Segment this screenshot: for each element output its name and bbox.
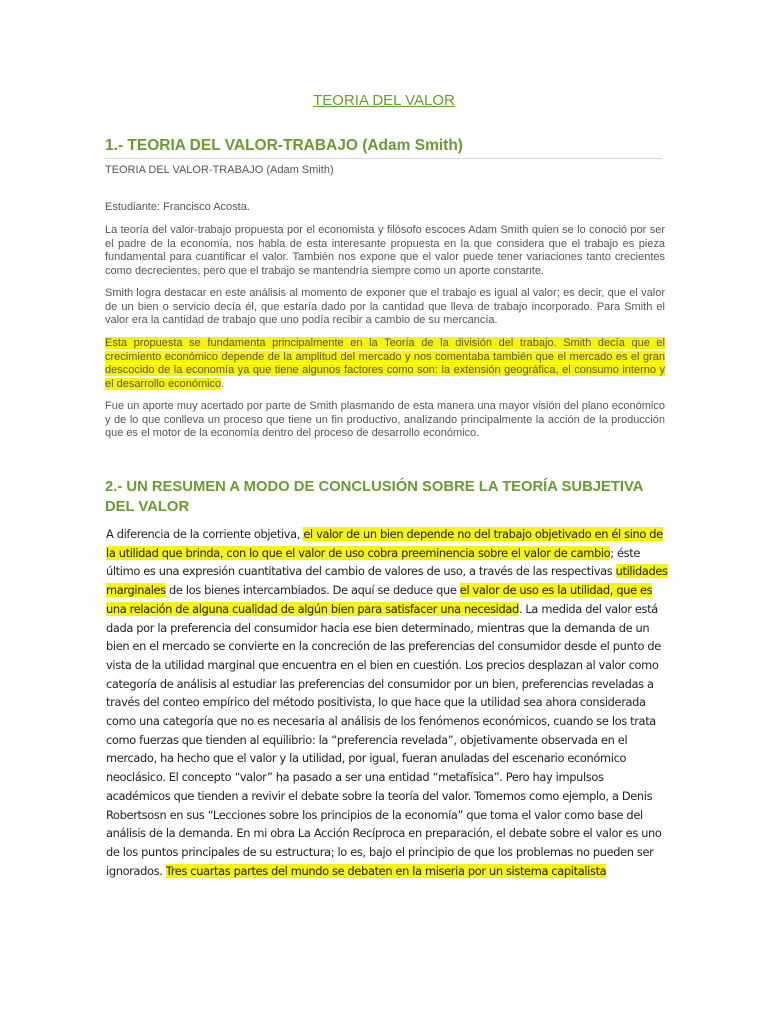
body-text: ; éste último es una expresión cuantitativa del cambio de valores de uso, a través de las respectivas bbox=[106, 545, 641, 579]
section-1-paragraph-1: La teoría del valor-trabajo propuesta por el economista y filósofo escoces Adam Smith quien se lo conoció por ser el padre de la economía, nos habla de esta interesante propuesta en la que considera que el trabajo es pieza fundamental para cuantificar el valor. También nos expone que el valor puede tener variaciones tanto crecientes como decrecientes, pero que el trabajo se mantendría siempre como un aporte constante. bbox=[105, 224, 665, 277]
section-1-paragraph-3 bbox=[105, 337, 665, 391]
highlighted-text: el valor de uso es la utilidad, que es una relación de alguna cualidad de algún bien para satisfacer una necesidad bbox=[106, 583, 653, 616]
section-1-heading: 1.- TEORIA DEL VALOR-TRABAJO (Adam Smith) bbox=[105, 137, 662, 159]
highlighted-text: Esta propuesta se fundamenta principalmente en la Teoría de la división del trabajo. Smith decía que el crecimiento económico depende de la amplitud del mercado y nos comentaba también que el mercado es el gran descocido de la economía ya que tiene algunos factores como son: la extensión geográfica, el consumo interno y el desarrollo económico bbox=[105, 337, 665, 390]
body-text: A diferencia de la corriente objetiva, bbox=[106, 527, 304, 541]
section-1-paragraph-2: Smith logra destacar en este análisis al momento de exponer que el trabajo es igual al valor; es decir, que el valor de un bien o servicio decía él, que estaría dado por la cantidad que lleva de trabajo incorporado. Para Smith el valor era la cantidad de trabajo que uno podía recibir a cambio de su mercancía. bbox=[105, 287, 665, 326]
section-2-heading: 2.- UN RESUMEN A MODO DE CONCLUSIÓN SOBRE LA TEORÍA SUBJETIVA DEL VALOR bbox=[105, 479, 643, 515]
highlighted-text: el valor de un bien depende no del trabajo objetivado en él sino de la utilidad que brinda, con lo que el valor de uso cobra preeminencia sobre el valor de cambio bbox=[106, 527, 663, 560]
section-1-paragraph-4: Fue un aporte muy acertado por parte de Smith plasmando de esta manera una mayor visión del plano económico y de lo que conlleva un proceso que tiene un fin productivo, analizando principalmente la acción de la producción que es el motor de la economía dentro del proceso de desarrollo económico. bbox=[105, 400, 665, 439]
highlighted-text: Tres cuartas partes del mundo se debaten en la miseria por un sistema capitalista bbox=[165, 863, 607, 878]
body-text: de los bienes intercambiados. De aquí se deduce que bbox=[165, 583, 460, 598]
section-2-body bbox=[106, 525, 671, 880]
highlighted-text: utilidades marginales bbox=[106, 564, 668, 598]
student-name: Estudiante: Francisco Acosta. bbox=[105, 201, 250, 213]
section-1-subtitle: TEORIA DEL VALOR-TRABAJO (Adam Smith) bbox=[105, 164, 334, 176]
paragraph-end: . bbox=[221, 377, 225, 390]
body-text: . La medida del valor está dada por la preferencia del consumidor hacia ese bien determinado, mientras que la demanda de un bien en el mercado se convierte en la concreción de las preferencias del consumidor desde el punto de vista de la utilidad marginal que encuentra en el bien en cuestión. Los precios desplazan al valor como categoría de análisis al estudiar las preferencias del consumidor por un bien, preferencias reveladas a través del conteo empírico del método positivista, lo que hace que la utilidad sea ahora considerada como una categoría que no es necesaria al análisis de los fenómenos económicos, cuando se los trata como fuerzas que tienden al equilibrio: la “preferencia revelada”, objetivamente observada en el mercado, ha hecho que el valor y la utilidad, por igual, fueran anuladas del escenario económico neoclásico. El concepto “valor” ha pasado a ser una entidad “metafísica”. Pero hay impulsos académicos que tienden a revivir el debate sobre la teoría del valor. Tomemos como ejemplo, a Denis Robertsosn en sus “Lecciones sobre los principios de la economía” que toma el valor como base del análisis de la demanda. En mi obra La Acción Recíproca en preparación, el debate sobre el valor es uno de los puntos principales de su estructura; lo es, bajo el principio de que los problemas no pueden ser ignorados. bbox=[106, 601, 662, 878]
document-title: TEORIA DEL VALOR bbox=[313, 92, 455, 109]
